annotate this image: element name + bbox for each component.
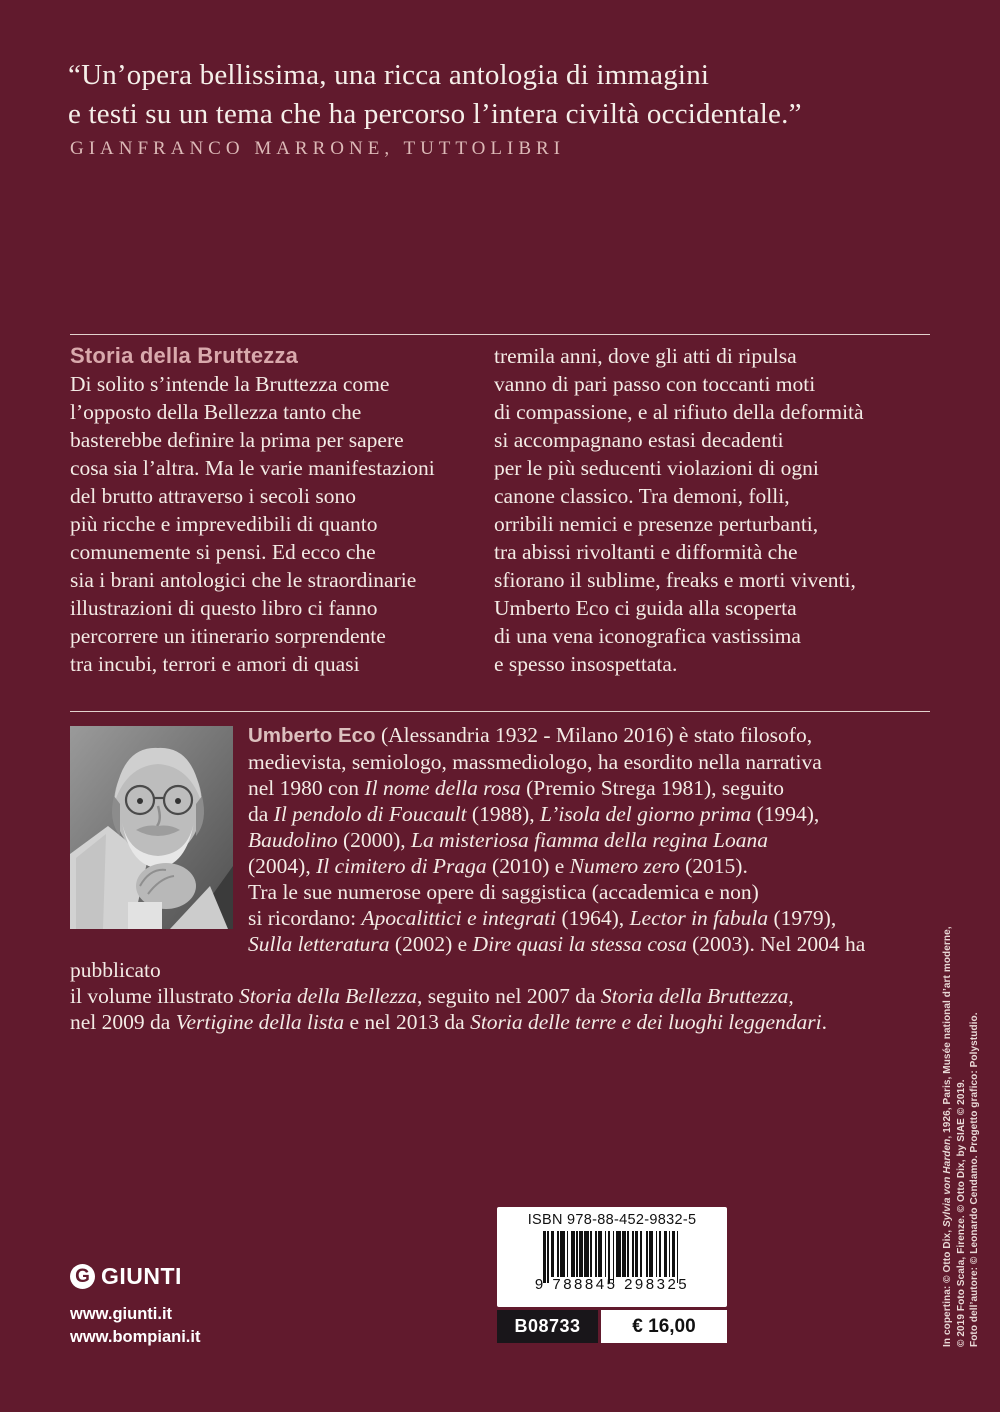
price: € 16,00: [601, 1310, 727, 1343]
product-code: B08733: [497, 1310, 598, 1343]
author-portrait-image: [70, 726, 233, 929]
publisher-urls: www.giunti.it www.bompiani.it: [70, 1305, 201, 1346]
synopsis-right-column: [494, 342, 946, 678]
isbn-label: ISBN 978-88-452-9832-5: [527, 1212, 697, 1228]
author-photo: [70, 726, 233, 929]
quote-attribution: GIANFRANCO MARRONE, TUTTOLIBRI: [70, 138, 566, 159]
credits-text: In copertina: © Otto Dix, Sylvia von Harden, 1926, Paris, Musée national d’art moderne, © 2019 Foto Scala, Firenze. © Otto Dix, by SIAE © 2019. Foto dell’autore: © Leonardo Cendamo. Progetto grafico: Polystudio.: [942, 926, 980, 1347]
divider-top: [70, 334, 930, 335]
synopsis-left-text: Di solito s’intende la Bruttezza come l’opposto della Bellezza tanto che basterebbe definire la prima per sapere cosa sia l’altra. Ma le varie manifestazioni del brutto attraverso i secoli sono più ricche e imprevedibili di quanto comunemente si pensi. Ed ecco che sia i brani antologici che le straordinarie illustrazioni di questo libro ci fanno percorrere un itinerario sorprendente tra incubi, terrori e amori di quasi: [70, 372, 435, 676]
publisher-name: GIUNTI: [101, 1263, 182, 1289]
divider-author: [70, 711, 930, 712]
isbn-box: [497, 1207, 727, 1307]
synopsis-right-text: tremila anni, dove gli atti di ripulsa vanno di pari passo con toccanti moti di compassione, e al rifiuto della deformità si accompagnano estasi decadenti per le più seducenti violazioni di ogni canone classico. Tra demoni, folli, orribili nemici e presenze perturbanti, tra abissi rivoltanti e difformità che sfiorano il sublime, freaks e morti viventi, Umberto Eco ci guida alla scoperta di una vena iconografica vastissima e spesso insospettata.: [494, 344, 864, 676]
publisher-block: [70, 1263, 200, 1349]
synopsis-left-column: [70, 342, 480, 678]
author-bio: [70, 722, 938, 1035]
code-price-strip: [497, 1310, 727, 1343]
pull-quote: “Un’opera bellissima, una ricca antologia di immagini e testi su un tema che ha percorso l’intera civiltà occidentale.”: [68, 59, 802, 130]
giunti-logo-icon: G: [70, 1264, 95, 1289]
author-bio-text: Umberto Eco (Alessandria 1932 - Milano 2016) è stato filosofo, medievista, semiologo, massmediologo, ha esordito nella narrativa nel 1980 con Il nome della rosa (Premio Strega 1981), seguito da Il pendolo di Foucault (1988), L’isola del giorno prima (1994), Baudolino (2000), La misteriosa fiamma della regina Loana (2004), Il cimitero di Praga (2010) e Numero zero (2015). Tra le sue numerose opere di saggistica (accademica e non) si ricordano: Apocalittici e integrati (1964), Lector in fabula (1979), Sulla letteratura (2002) e Dire quasi la stessa cosa (2003). Nel 2004 ha pubblicato il volume illustrato Storia della Bellezza, seguito nel 2007 da Storia della Bruttezza, nel 2009 da Vertigine della lista e nel 2013 da Storia delle terre e dei luoghi leggendari.: [70, 723, 866, 1034]
synopsis-title: Storia della Bruttezza: [70, 343, 299, 368]
barcode-digits: 9 788845 298325: [534, 1276, 690, 1293]
publisher-logo: [70, 1263, 200, 1290]
